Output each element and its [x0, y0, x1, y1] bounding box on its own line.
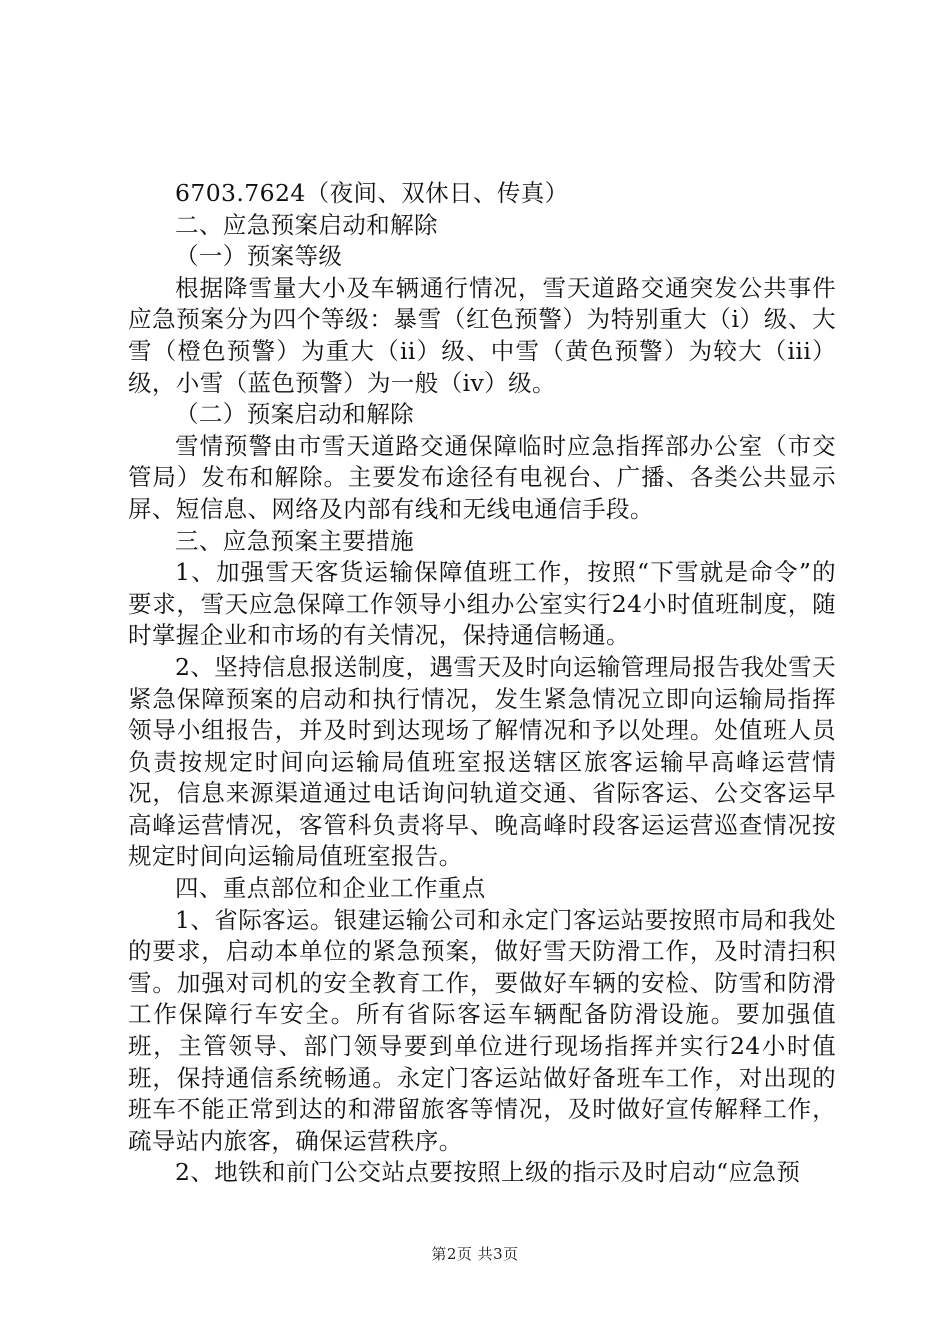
section-heading-3: 三、应急预案主要措施 [175, 526, 414, 555]
page-number-label: 第2页 共3页 [431, 1245, 519, 1263]
document-body [128, 178, 836, 1189]
section-heading-2: 二、应急预案启动和解除 [175, 210, 438, 239]
paragraph-measure-1: 1、加强雪天客货运输保障值班工作，按照“下雪就是命令”的要求，雪天应急保障工作领导小组办公室实行24小时值班制度，随时掌握企业和市场的有关情况，保持通信畅通。 [128, 558, 836, 650]
paragraph-activation: 雪情预警由市雪天道路交通保障临时应急指挥部办公室（市交管局）发布和解除。主要发布途径有电视台、广播、各类公共显示屏、短信息、网络及内部有线和无线电通信手段。 [128, 431, 836, 523]
paragraph-focus-2: 2、地铁和前门公交站点要按照上级的指示及时启动“应急预 [175, 1158, 801, 1187]
section-heading-4: 四、重点部位和企业工作重点 [175, 874, 486, 903]
page-footer [0, 1243, 950, 1264]
subsection-heading-plan-levels: （一）预案等级 [175, 242, 343, 271]
subsection-heading-activation: （二）预案启动和解除 [175, 400, 414, 429]
paragraph-plan-levels: 根据降雪量大小及车辆通行情况，雪天道路交通突发公共事件应急预案分为四个等级：暴雪（红色预警）为特别重大（i）级、大雪（橙色预警）为重大（ii）级、中雪（黄色预警）为较大（iii）级，小雪（蓝色预警）为一般（iv）级。 [128, 273, 836, 397]
fax-line: 6703.7624（夜间、双休日、传真） [175, 179, 569, 207]
paragraph-focus-1: 1、省际客运。银建运输公司和永定门客运站要按照市局和我处的要求，启动本单位的紧急预案，做好雪天防滑工作，及时清扫积雪。加强对司机的安全教育工作，要做好车辆的安检、防雪和防滑工作保障行车安全。所有省际客运车辆配备防滑设施。要加强值班，主管领导、部门领导要到单位进行现场指挥并实行24小时值班，保持通信系统畅通。永定门客运站做好备班车工作，对出现的班车不能正常到达的和滞留旅客等情况，及时做好宣传解释工作，疏导站内旅客，确保运营秩序。 [128, 905, 836, 1155]
paragraph-measure-2: 2、坚持信息报送制度，遇雪天及时向运输管理局报告我处雪天紧急保障预案的启动和执行情况，发生紧急情况立即向运输局指挥领导小组报告，并及时到达现场了解情况和予以处理。处值班人员负责按规定时间向运输局值班室报送辖区旅客运输早高峰运营情况，信息来源渠道通过电话询问轨道交通、省际客运、公交客运早高峰运营情况，客管科负责将早、晚高峰时段客运运营巡查情况按规定时间向运输局值班室报告。 [128, 652, 836, 871]
